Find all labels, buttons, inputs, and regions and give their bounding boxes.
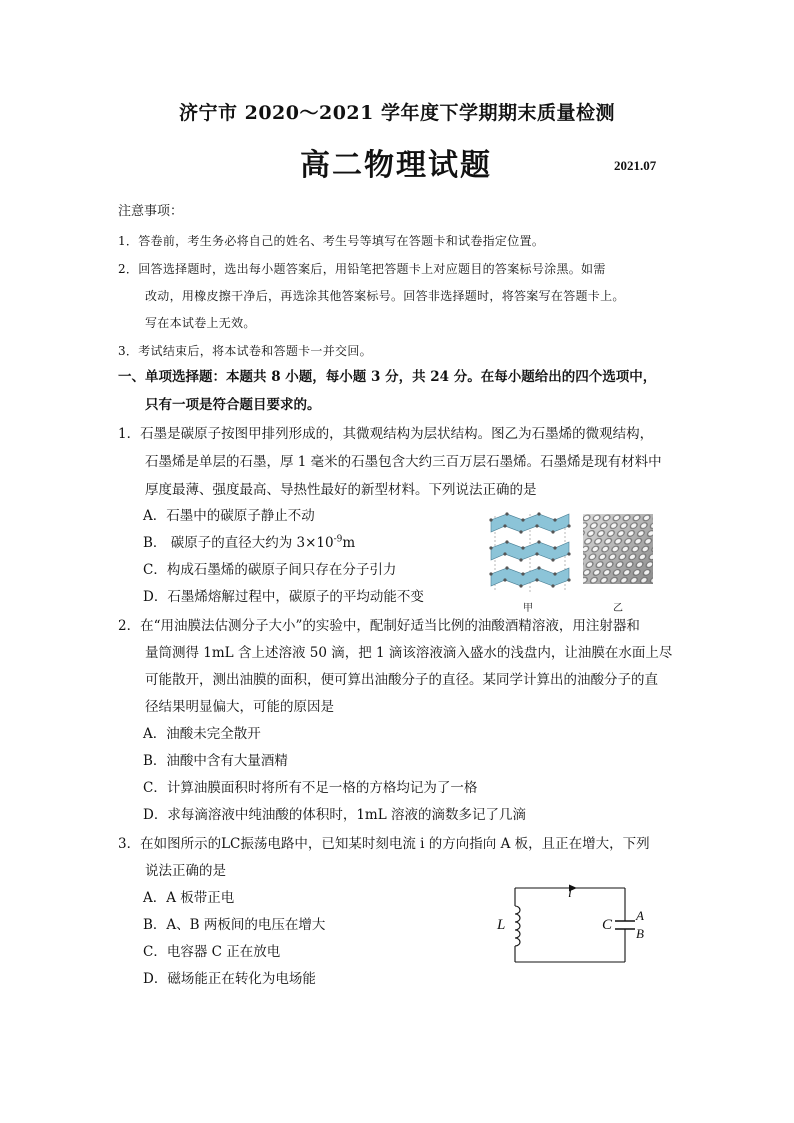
q1-stem-2: 石墨烯是单层的石墨，厚 1 毫米的石墨包含大约三百万层石墨烯。石墨烯是现有材料中 xyxy=(145,454,662,470)
q1-option-b-text: B． 碳原子的直径大约为 3×10 xyxy=(143,535,334,551)
plate-a-label: A xyxy=(636,908,644,923)
figure-caption-yi: 乙 xyxy=(613,603,623,614)
notice-item-1: 1．答卷前，考生务必将自己的姓名、考生号等填写在答题卡和试卷指定位置。 xyxy=(118,234,545,248)
q1-option-b xyxy=(143,534,355,552)
capacitor-label: C xyxy=(602,917,613,933)
notice-item-3: 3．考试结束后，将本试卷和答题卡一并交回。 xyxy=(118,344,372,358)
notice-heading: 注意事项： xyxy=(118,204,184,219)
section-heading: 一、单项选择题：本题共 8 小题，每小题 3 分，共 24 分。在每小题给出的四个选项中， xyxy=(118,369,657,385)
q2-stem-2: 量筒测得 1mL 含上述溶液 50 滴，把 1 滴该溶液滴入盛水的浅盘内，让油膜在水面上尽 xyxy=(145,645,673,661)
plate-b-label: B xyxy=(636,926,644,941)
q3-option-d: D．磁场能正在转化为电场能 xyxy=(143,971,316,987)
figure-caption-jia: 甲 xyxy=(523,603,533,614)
q1-option-b-exponent: -9 xyxy=(333,534,343,545)
graphene-structure-figure xyxy=(583,514,653,584)
notice-item-2-cont: 改动，用橡皮擦干净后，再选涂其他答案标号。回答非选择题时，将答案写在答题卡上。 xyxy=(145,289,625,303)
q3-stem-1: 3．在如图所示的LC振荡电路中，已知某时刻电流 i 的方向指向 A 板，且正在增大，下列 xyxy=(118,836,650,852)
page-title: 高二物理试题 xyxy=(300,148,492,183)
q1-option-c: C．构成石墨烯的碳原子间只存在分子引力 xyxy=(143,562,397,578)
q1-option-b-unit: m xyxy=(342,535,356,551)
q2-option-b: B．油酸中含有大量酒精 xyxy=(143,753,288,769)
inductor-label: L xyxy=(497,917,506,933)
exam-header-title: 济宁市 2020～2021 学年度下学期期末质量检测 xyxy=(179,102,615,124)
q1-option-a: A．石墨中的碳原子静止不动 xyxy=(143,508,315,524)
q2-option-a: A．油酸未完全散开 xyxy=(143,726,261,742)
q2-option-d: D．求每滴溶液中纯油酸的体积时，1mL 溶液的滴数多记了几滴 xyxy=(143,807,526,823)
q3-option-b: B．A、B 两板间的电压在增大 xyxy=(143,917,326,933)
notice-item-2: 2．回答选择题时，选出每小题答案后，用铅笔把答题卡上对应题目的答案标号涂黑。如需 xyxy=(118,262,606,276)
q2-stem-1: 2．在“用油膜法估测分子大小”的实验中，配制好适当比例的油酸酒精溶液，用注射器和 xyxy=(118,618,640,634)
current-label: i xyxy=(568,886,572,901)
q3-stem-2: 说法正确的是 xyxy=(145,863,226,879)
q1-stem-1: 1．石墨是碳原子按图甲排列形成的，其微观结构为层状结构。图乙为石墨烯的微观结构， xyxy=(118,426,654,442)
q2-stem-3: 可能散开，测出油膜的面积，便可算出油酸分子的直径。某同学计算出的油酸分子的直 xyxy=(145,672,658,688)
graphite-structure-figure xyxy=(487,508,573,596)
section-heading-cont: 只有一项是符合题目要求的。 xyxy=(145,397,321,413)
q2-option-c: C．计算油膜面积时将所有不足一格的方格均记为了一格 xyxy=(143,780,478,796)
notice-item-2-cont2: 写在本试卷上无效。 xyxy=(145,316,256,330)
q1-option-d: D．石墨烯熔解过程中，碳原子的平均动能不变 xyxy=(143,589,424,605)
q2-stem-4: 径结果明显偏大，可能的原因是 xyxy=(145,699,334,715)
q3-option-a: A．A 板带正电 xyxy=(143,890,235,906)
q3-option-c: C．电容器 C 正在放电 xyxy=(143,944,281,960)
lc-circuit-diagram xyxy=(505,880,645,970)
exam-date: 2021.07 xyxy=(614,158,657,173)
q1-stem-3: 厚度最薄、强度最高、导热性最好的新型材料。下列说法正确的是 xyxy=(145,482,537,498)
